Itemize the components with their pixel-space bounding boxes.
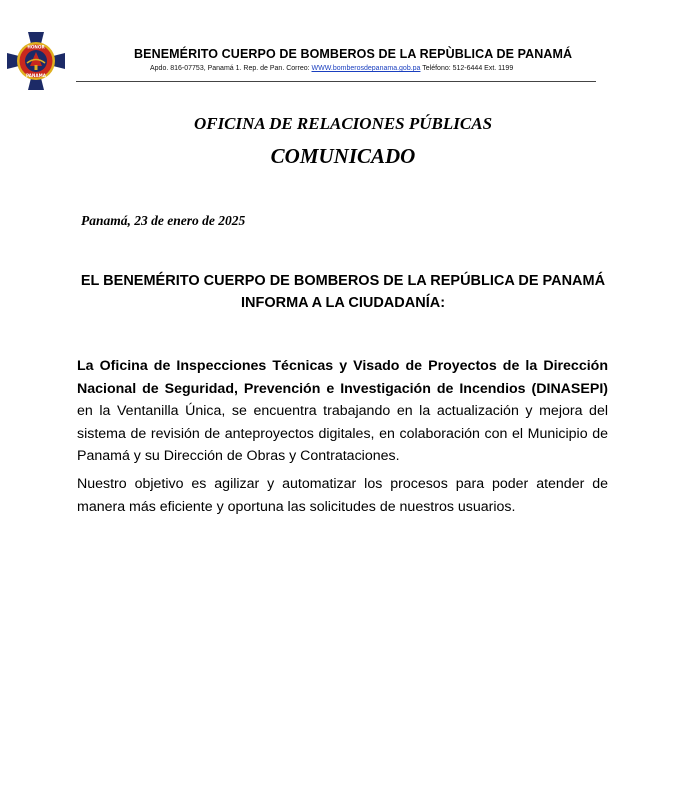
header-divider: [76, 81, 596, 82]
announcement-line-2: INFORMA A LA CIUDADANÍA:: [240, 295, 446, 311]
contact-phone: Teléfono: 512-6444 Ext. 1199: [420, 65, 514, 72]
emblem-text-bottom: PANAMA: [25, 73, 47, 78]
organization-name: BENEMÉRITO CUERPO DE BOMBEROS DE LA REPÙBLICA DE PANAMÁ: [134, 47, 573, 61]
document-date: Panamá, 23 de enero de 2025: [81, 213, 246, 228]
body-paragraph-2: Nuestro objetivo es agilizar y automatizar los procesos para poder atender de manera más eficiente y oportuna las solicitudes de nuestros usuarios.: [77, 476, 608, 515]
body-paragraph-1: [77, 355, 608, 468]
website-link[interactable]: WWW.bomberosdepanama.gob.pa: [311, 65, 421, 72]
body-paragraph-1-bold: La Oficina de Inspecciones Técnicas y Visado de Proyectos de la Dirección Nacional de Seguridad, Prevención e Investigación de Incendios (DINASEPI): [77, 358, 608, 397]
body-paragraph-1-rest: en la Ventanilla Única, se encuentra trabajando en la actualización y mejora del sistema de revisión de anteproyectos digitales, en colaboración con el Municipio de Panamá y su Dirección de Obras y Contrataciones.: [77, 403, 608, 464]
contact-address: Apdo. 816-07753, Panamá 1. Rep. de Pan. Correo:: [150, 65, 312, 72]
announcement-heading: [40, 270, 646, 314]
contact-line: [150, 65, 513, 72]
office-title: OFICINA DE RELACIONES PÚBLICAS: [193, 114, 493, 133]
document-title: COMUNICADO: [270, 144, 416, 168]
firefighter-emblem-icon: [6, 30, 66, 92]
announcement-line-1: EL BENEMÉRITO CUERPO DE BOMBEROS DE LA REPÚBLICA DE PANAMÁ: [80, 273, 606, 289]
emblem-text-top: HONOR: [27, 44, 45, 50]
